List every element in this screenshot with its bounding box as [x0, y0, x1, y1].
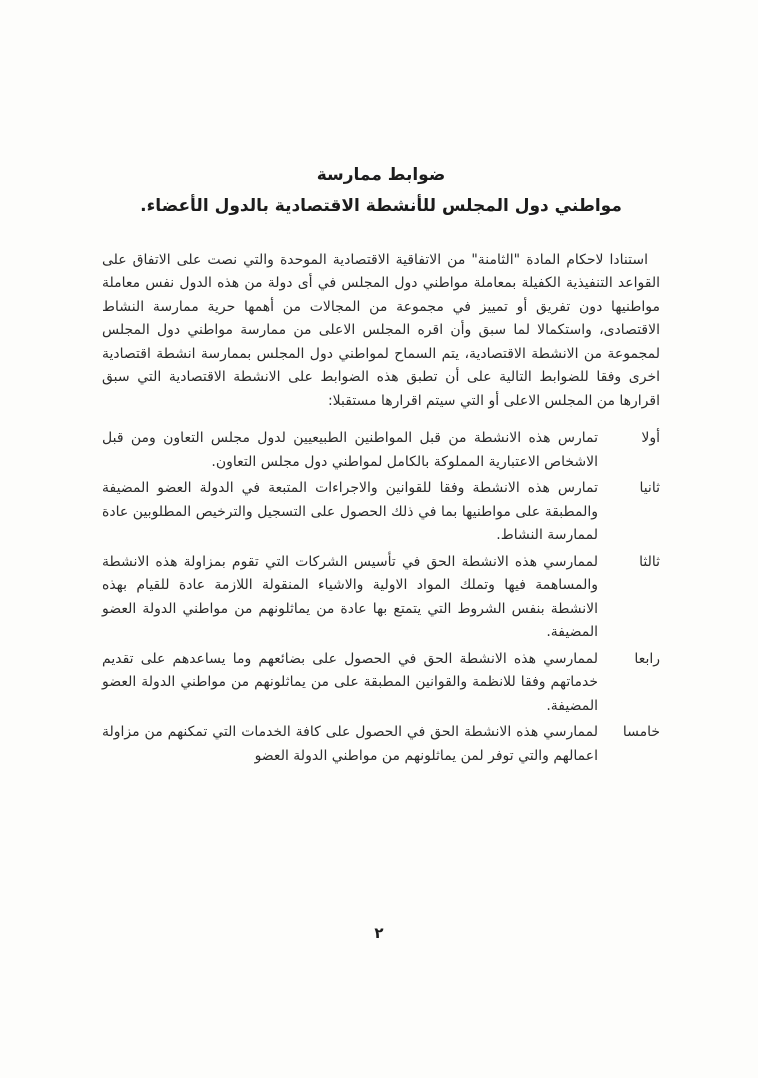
item-text: تمارس هذه الانشطة من قبل المواطنين الطبيعيين لدول مجلس التعاون ومن قبل الاشخاص الاعتبارية المملوكة بالكامل لمواطني دول مجلس التعاون.	[102, 430, 598, 470]
title-line-1: ضوابط ممارسة	[316, 165, 446, 185]
list-item	[102, 648, 660, 719]
item-label: ثالثا	[639, 553, 660, 570]
item-text: لممارسي هذه الانشطة الحق في الحصول على كافة الخدمات التي تمكنهم من مزاولة اعمالهم والتي توفر لمن يماثلونهم من مواطني الدولة العضو	[102, 724, 598, 764]
list-item	[102, 427, 660, 474]
list-item	[102, 721, 660, 768]
item-label: خامسا	[622, 724, 660, 741]
clauses-list	[102, 427, 660, 768]
intro-paragraph: استنادا لاحكام المادة "الثامنة" من الاتفاقية الاقتصادية الموحدة والتي نصت على الاتفاق على القواعد التنفيذية الكفيلة بمعاملة مواطني دول المجلس في أى دولة من هذه الدول نفس معاملة مواطنيها دون تفريق أو تمييز في مجموعة من المجالات من أهمها حرية ممارسة النشاط الاقتصادى، واستكمالا لما سبق وأن اقره المجلس الاعلى من ممارسة مواطني دول المجلس لمجموعة من الانشطة الاقتصادية، يتم السماح لمواطني دول المجلس بممارسة انشطة اقتصادية اخرى وفقا للضوابط التالية على أن تطبق هذه الضوابط على الانشطة الاقتصادية التي سبق اقرارها من المجلس الاعلى أو التي سيتم اقرارها مستقبلا:	[102, 251, 660, 409]
item-label: أولا	[641, 430, 660, 447]
page-number: ٢	[374, 924, 384, 942]
list-item	[102, 477, 660, 548]
item-text: تمارس هذه الانشطة وفقا للقوانين والاجراءات المتبعة في الدولة العضو المضيفة والمطبقة على مواطنيها بما في ذلك الحصول على التسجيل والترخيص المطلوبين عادة لممارسة النشاط.	[102, 480, 598, 544]
title-line-2: مواطني دول المجلس للأنشطة الاقتصادية بالدول الأعضاء.	[140, 196, 622, 217]
list-item	[102, 551, 660, 645]
document-content	[102, 160, 660, 768]
item-text: لممارسي هذه الانشطة الحق في الحصول على بضائعهم وما يساعدهم على تقديم خدماتهم وفقا للانظمة والقوانين المطبقة على من يماثلونهم من مواطني الدولة العضو المضيفة.	[102, 650, 598, 714]
item-text: لممارسي هذه الانشطة الحق في تأسيس الشركات التي تقوم بمزاولة هذه الانشطة والمساهمة فيها وتملك المواد الاولية والاشياء المنقولة اللازمة عادة للقيام بهذه الانشطة بنفس الشروط التي يتمتع بها عادة من يماثلونهم من مواطني الدولة العضو المضيفة.	[102, 553, 598, 641]
item-label: رابعا	[634, 650, 660, 667]
item-label: ثانيا	[639, 480, 660, 497]
document-title	[102, 160, 660, 223]
